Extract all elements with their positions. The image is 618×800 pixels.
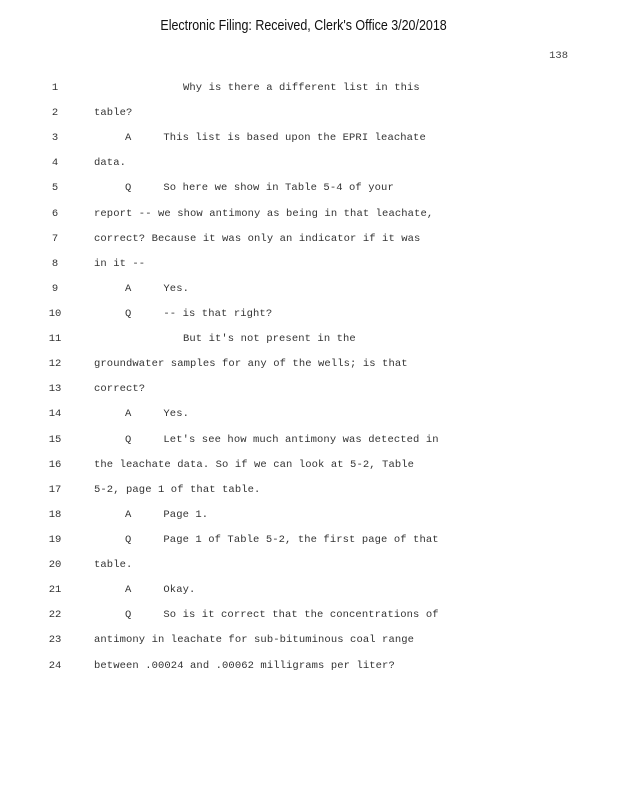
line-text: report -- we show antimony as being in that leachate, [94,208,434,220]
line-text: in it -- [94,258,146,270]
filing-header: Electronic Filing: Received, Clerk's Office 3/20/2018 [160,18,447,34]
line-text: A Yes. [125,408,190,420]
line-text: correct? Because it was only an indicator if it was [94,233,421,245]
transcript-line [0,333,618,351]
line-number: 21 [48,584,62,596]
transcript-line [0,559,618,577]
transcript-line [0,258,618,276]
line-number: 12 [48,358,62,370]
line-number: 8 [51,258,59,270]
line-text: table? [94,107,133,119]
line-text: A Page 1. [125,509,209,521]
transcript-line [0,182,618,200]
line-number: 7 [51,233,59,245]
line-number: 23 [48,634,62,646]
line-number: 6 [51,208,59,220]
transcript-line [0,434,618,452]
line-text: A Yes. [125,283,190,295]
transcript-line [0,609,618,627]
transcript-line [0,634,618,652]
line-text: Q -- is that right? [125,308,273,320]
transcript-line [0,660,618,678]
transcript-line [0,132,618,150]
line-number: 2 [51,107,59,119]
line-number: 17 [48,484,62,496]
line-number: 22 [48,609,62,621]
line-number: 5 [51,182,59,194]
transcript-line [0,408,618,426]
line-number: 24 [48,660,62,672]
line-text: antimony in leachate for sub-bituminous coal range [94,634,415,646]
page-number: 138 [549,50,568,62]
line-number: 10 [48,308,62,320]
line-text: table. [94,559,133,571]
transcript-line [0,308,618,326]
transcript-line [0,283,618,301]
transcript-line [0,82,618,100]
line-number: 15 [48,434,62,446]
line-number: 19 [48,534,62,546]
line-text: 5-2, page 1 of that table. [94,484,261,496]
transcript-line [0,107,618,125]
line-number: 4 [51,157,59,169]
transcript-line [0,233,618,251]
line-number: 14 [48,408,62,420]
line-text: correct? [94,383,146,395]
line-text: the leachate data. So if we can look at 5-2, Table [94,459,415,471]
transcript-line [0,383,618,401]
line-number: 9 [51,283,59,295]
line-number: 20 [48,559,62,571]
line-text: A Okay. [125,584,196,596]
line-number: 16 [48,459,62,471]
transcript-line [0,358,618,376]
line-text: But it's not present in the [183,333,356,345]
line-number: 13 [48,383,62,395]
line-number: 18 [48,509,62,521]
line-text: Why is there a different list in this [183,82,420,94]
line-number: 1 [51,82,59,94]
line-text: between .00024 and .00062 milligrams per liter? [94,660,395,672]
transcript-line [0,157,618,175]
line-text: Q So is it correct that the concentrations of [125,609,439,621]
line-text: Q So here we show in Table 5-4 of your [125,182,394,194]
transcript-line [0,509,618,527]
transcript-line [0,484,618,502]
line-text: data. [94,157,127,169]
line-text: Q Page 1 of Table 5-2, the first page of that [125,534,439,546]
line-text: A This list is based upon the EPRI leachate [125,132,426,144]
transcript-line [0,534,618,552]
transcript-line [0,584,618,602]
line-number: 3 [51,132,59,144]
line-text: Q Let's see how much antimony was detected in [125,434,439,446]
line-text: groundwater samples for any of the wells; is that [94,358,408,370]
line-number: 11 [48,333,62,345]
transcript-line [0,208,618,226]
transcript-line [0,459,618,477]
